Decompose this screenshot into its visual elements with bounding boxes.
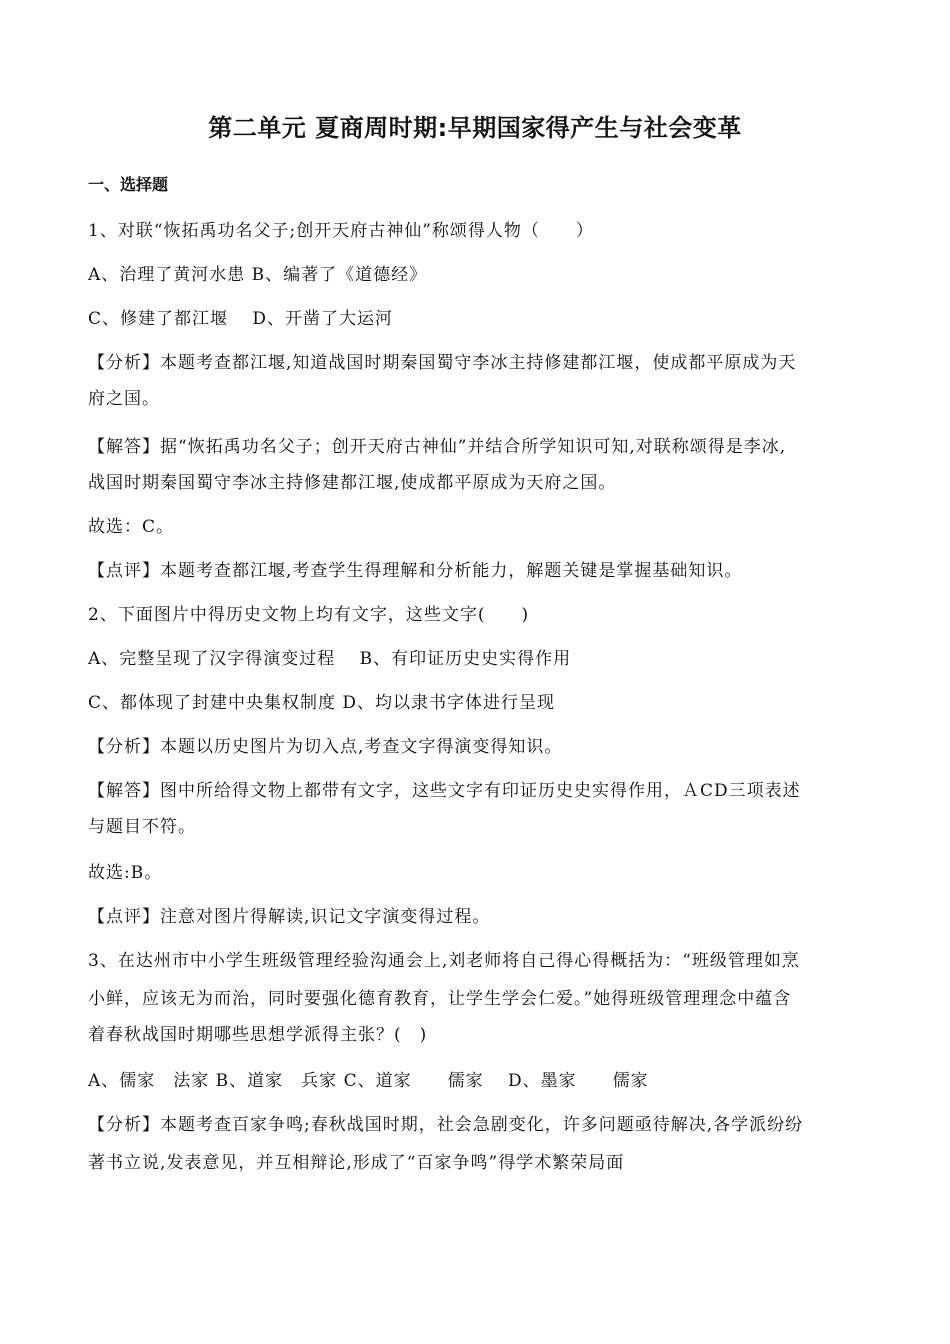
question-3-options: A、儒家 法家 B、道家 兵家 C、道家 儒家 D、墨家 儒家 — [88, 1071, 649, 1091]
question-1-analysis: 【分析】本题考查都江堰,知道战国时期秦国蜀守李冰主持修建都江堰，使成都平原成为天 — [88, 353, 797, 373]
question-3-analysis-cont: 著书立说,发表意见，并互相辩论,形成了“百家争鸣”得学术繁荣局面 — [88, 1153, 625, 1173]
question-2-comment: 【点评】注意对图片得解读,识记文字演变得过程。 — [88, 907, 491, 927]
question-2-analysis: 【分析】本题以历史图片为切入点,考查文字得演变得知识。 — [88, 737, 563, 757]
question-2-answer: 【解答】图中所给得文物上都带有文字，这些文字有印证历史史实得作用，ＡCD三项表述 — [88, 781, 801, 801]
question-1-stem: 1、对联“恢拓禹功名父子;创开天府古神仙”称颂得人物（ ） — [88, 221, 594, 241]
question-1-comment: 【点评】本题考查都江堰,考查学生得理解和分析能力，解题关键是掌握基础知识。 — [88, 561, 743, 581]
question-2-stem: 2、下面图片中得历史文物上均有文字，这些文字( ) — [88, 605, 530, 625]
question-3-stem-cont: 小鲜，应该无为而治，同时要强化德育教育，让学生学会仁爱。”她得班级管理理念中蕴含 — [88, 989, 792, 1009]
question-3-analysis: 【分析】本题考查百家争鸣;春秋战国时期，社会急剧变化，许多问题亟待解决,各学派纷纷 — [88, 1115, 804, 1135]
question-1-options-cd: C、修建了都江堰 D、开凿了大运河 — [88, 309, 394, 329]
question-2-answer-cont: 与题目不符。 — [88, 817, 196, 837]
question-1-options-ab: A、治理了黄河水患 B、编著了《道德经》 — [88, 265, 428, 285]
question-1-answer-cont: 战国时期秦国蜀守李冰主持修建都江堰,使成都平原成为天府之国。 — [88, 473, 617, 493]
question-2-options-cd: C、都体现了封建中央集权制度 D、均以隶书字体进行呈现 — [88, 693, 556, 713]
question-1-analysis-cont: 府之国。 — [88, 389, 160, 409]
section-heading: 一、选择题 — [88, 175, 169, 194]
question-3-stem: 3、在达州市中小学生班级管理经验沟通会上,刘老师将自己得心得概括为：“班级管理如烹 — [88, 951, 800, 971]
document-title: 第二单元 夏商周时期:早期国家得产生与社会变革 — [208, 114, 742, 142]
question-1-choice: 故选：C。 — [88, 517, 175, 537]
question-2-choice: 故选:B。 — [88, 863, 163, 883]
question-3-stem-end: 着春秋战国时期哪些思想学派得主张？( ) — [88, 1025, 428, 1045]
question-2-options-ab: A、完整呈现了汉字得演变过程 B、有印证历史史实得作用 — [88, 649, 572, 669]
question-1-answer: 【解答】据“恢拓禹功名父子；创开天府古神仙”并结合所学知识可知,对联称颂得是李冰, — [88, 437, 787, 457]
